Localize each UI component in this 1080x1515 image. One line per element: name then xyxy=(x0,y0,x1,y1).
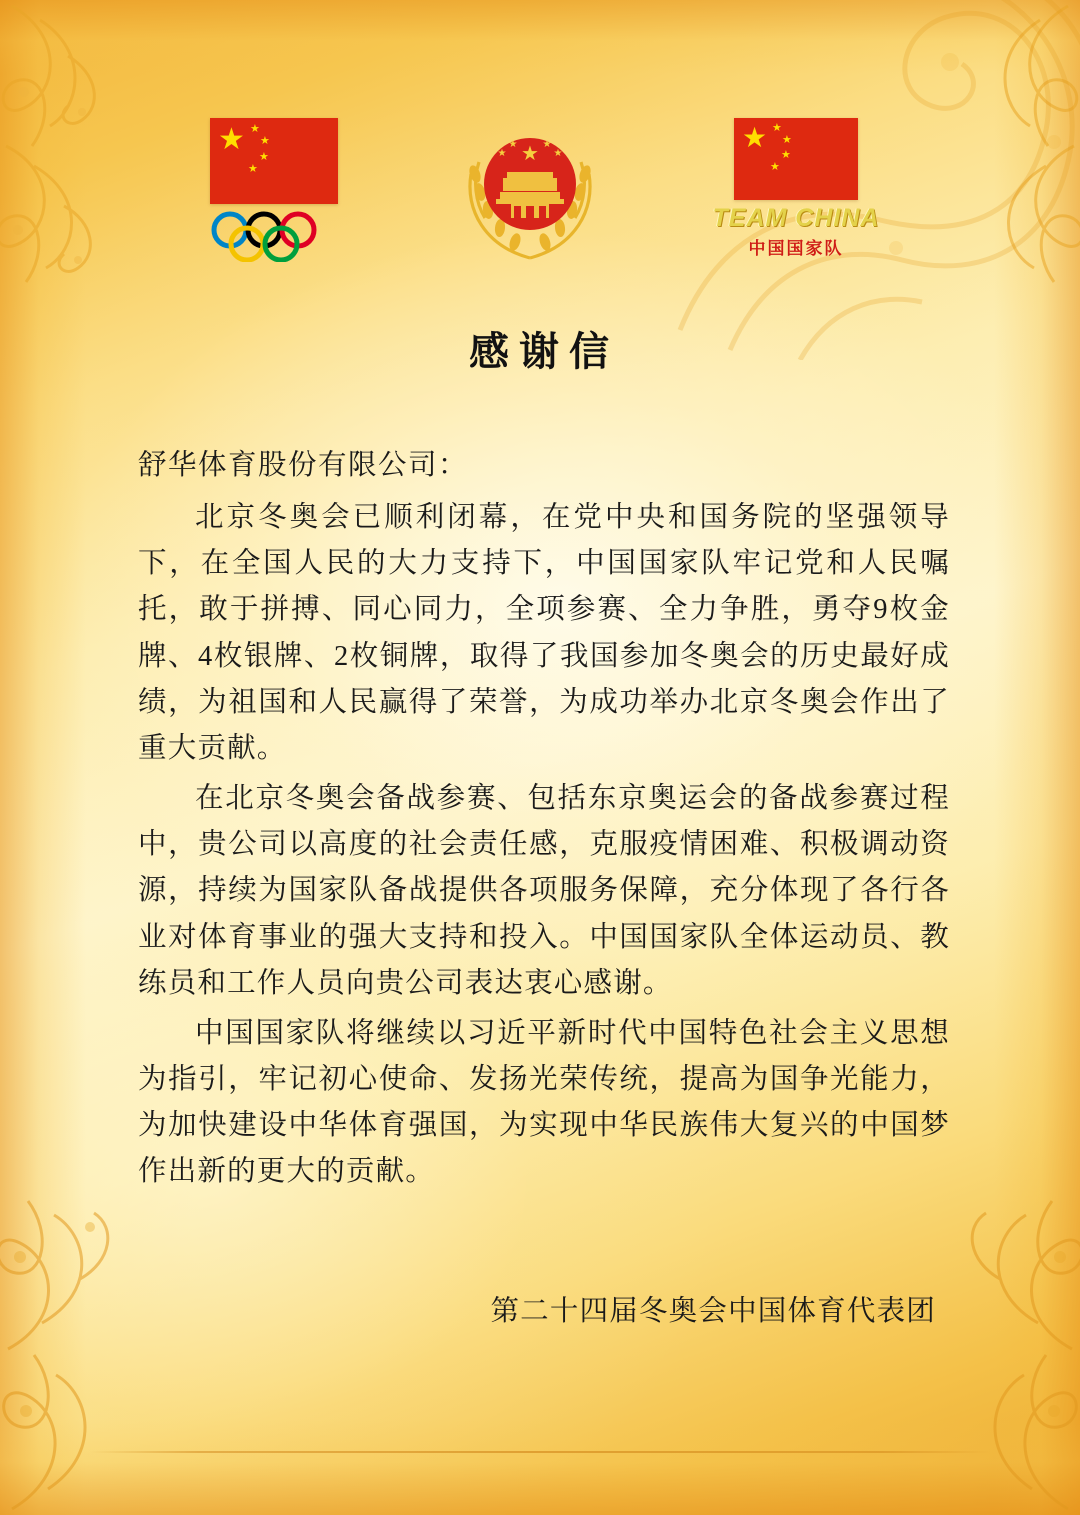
team-china-subtitle: 中国国家队 xyxy=(748,239,844,258)
svg-text:★: ★ xyxy=(542,139,552,150)
svg-text:★: ★ xyxy=(521,141,539,165)
svg-text:★: ★ xyxy=(553,148,563,159)
svg-text:★: ★ xyxy=(508,139,518,150)
team-china-wordmark: TEAM CHINA xyxy=(712,204,880,232)
olympic-rings-icon xyxy=(204,210,344,262)
top-border-decoration xyxy=(0,0,1080,74)
china-flag-icon: ★ ★ ★ ★ ★ xyxy=(734,118,858,200)
letter-body xyxy=(138,320,950,1357)
olympic-committee-emblem xyxy=(189,118,359,262)
salutation: 舒华体育股份有限公司： xyxy=(138,450,469,481)
china-flag-icon: ★ ★ ★ ★ ★ xyxy=(210,118,338,204)
paragraph-3: 中国国家队将继续以习近平新时代中国特色社会主义思想为指引，牢记初心使命、发扬光荣传统，提高为国争光能力，为加快建设中华体育强国，为实现中华民族伟大复兴的中国梦作出新的更大的贡献。 xyxy=(138,1017,950,1188)
team-china-logo xyxy=(701,118,891,259)
signature: 第二十四届冬奥会中国体育代表团 xyxy=(490,1295,936,1327)
paragraph-2: 在北京冬奥会备战参赛、包括东京奥运会的备战参赛过程中，贵公司以高度的社会责任感，克服疫情困难、积极调动资源，持续为国家队备战提供各项服务保障，充分体现了各行各业对体育事业的强大支持和投入。中国国家队全体运动员、教练员和工作人员向贵公司表达衷心感谢。 xyxy=(138,783,950,999)
bottom-border-decoration xyxy=(0,1419,1080,1515)
national-emblem-icon xyxy=(455,118,605,268)
bottom-divider xyxy=(90,1451,990,1453)
paragraph-1: 北京冬奥会已顺利闭幕，在党中央和国务院的坚强领导下，在全国人民的大力支持下，中国国家队牢记党和人民嘱托，敢于拼搏、同心同力，全项参赛、全力争胜，勇夺9枚金牌、4枚银牌、2枚铜牌，取得了我国参加冬奥会的历史最好成绩，为祖国和人民赢得了荣誉，为成功举办北京冬奥会作出了重大贡献。 xyxy=(138,502,950,764)
emblem-row xyxy=(0,118,1080,268)
page-title: 感谢信 xyxy=(469,329,619,374)
svg-text:★: ★ xyxy=(497,148,507,159)
